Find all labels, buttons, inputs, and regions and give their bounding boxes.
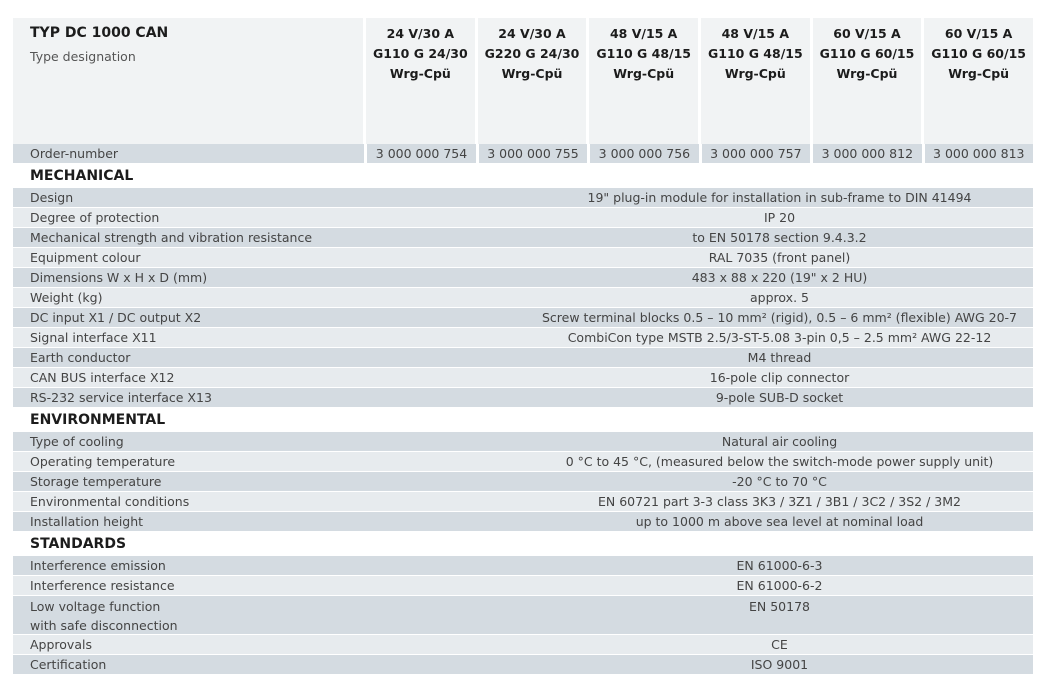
- mechanical-rows: [13, 187, 1033, 407]
- standards-rows: [13, 555, 1033, 674]
- variant-rating: 60 V/15 A: [833, 26, 901, 41]
- spec-value: CombiCon type MSTB 2.5/3-ST-5.08 3-pin 0,5 – 2.5 mm² AWG 22-12: [567, 330, 992, 345]
- spec-row: [13, 287, 1033, 307]
- header-label-cell: [13, 18, 363, 144]
- spec-value: M4 thread: [747, 350, 812, 365]
- variant-suffix: Wrg-Cpü: [389, 66, 451, 81]
- spec-value: 0 °C to 45 °C, (measured below the switch-mode power supply unit): [565, 454, 994, 469]
- section-title-mechanical: MECHANICAL: [13, 163, 1033, 187]
- spec-label: Equipment colour: [30, 250, 141, 265]
- variant-suffix: Wrg-Cpü: [836, 66, 898, 81]
- spec-label: Interference resistance: [30, 578, 175, 593]
- spec-row: [13, 187, 1033, 207]
- variant-rating: 48 V/15 A: [721, 26, 790, 41]
- spec-label: Certification: [30, 657, 107, 672]
- variant-rating: 24 V/30 A: [498, 26, 566, 41]
- spec-value: -20 °C to 70 °C: [732, 474, 827, 489]
- spec-value: 9-pole SUB-D socket: [715, 390, 844, 405]
- variant-suffix: Wrg-Cpü: [501, 66, 563, 81]
- header-block: [13, 18, 1033, 144]
- spec-value: 483 x 88 x 220 (19" x 2 HU): [691, 270, 868, 285]
- variant-model: G110 G 24/30: [373, 46, 468, 61]
- spec-value: IP 20: [763, 210, 796, 225]
- spec-row: [13, 327, 1033, 347]
- product-title: TYP DC 1000 CAN: [30, 25, 169, 41]
- spec-label: Weight (kg): [30, 290, 103, 305]
- spec-row: [13, 387, 1033, 407]
- spec-row: [13, 347, 1033, 367]
- spec-row: [13, 634, 1033, 654]
- variant-column: [813, 18, 922, 144]
- variant-column: [589, 18, 698, 144]
- spec-row: [13, 471, 1033, 491]
- spec-label: Dimensions W x H x D (mm): [30, 270, 208, 285]
- spec-row: [13, 307, 1033, 327]
- spec-value: up to 1000 m above sea level at nominal load: [635, 514, 924, 529]
- spec-row: [13, 654, 1033, 674]
- spec-row: [13, 555, 1033, 575]
- spec-value: EN 61000-6-3: [736, 558, 823, 573]
- spec-row: [13, 207, 1033, 227]
- spec-row: [13, 367, 1033, 387]
- order-number: 3 000 000 813: [925, 144, 1033, 163]
- spec-row: [13, 595, 1033, 634]
- order-number-row: [13, 144, 1033, 163]
- section-title-environmental: ENVIRONMENTAL: [13, 407, 1033, 431]
- spec-label: DC input X1 / DC output X2: [30, 310, 202, 325]
- spec-label-line: with safe disconnection: [30, 618, 178, 633]
- variant-suffix: Wrg-Cpü: [948, 66, 1010, 81]
- section-title-standards: STANDARDS: [13, 531, 1033, 555]
- spec-value: RAL 7035 (front panel): [708, 250, 851, 265]
- variant-rating: 60 V/15 A: [944, 26, 1013, 41]
- spec-label: Mechanical strength and vibration resistance: [30, 230, 313, 245]
- spec-label: Degree of protection: [30, 210, 160, 225]
- variant-column: [478, 18, 587, 144]
- spec-row: [13, 575, 1033, 595]
- spec-value: to EN 50178 section 9.4.3.2: [692, 230, 867, 245]
- spec-label: Design: [30, 190, 74, 205]
- order-number: 3 000 000 755: [479, 144, 587, 163]
- spec-row: [13, 227, 1033, 247]
- variant-column: [924, 18, 1033, 144]
- spec-label: Interference emission: [30, 558, 166, 573]
- variant-model: G220 G 24/30: [484, 46, 580, 61]
- spec-value: EN 50178: [749, 599, 810, 614]
- spec-value: approx. 5: [750, 290, 809, 305]
- order-number-label: Order-number: [13, 144, 364, 163]
- spec-label: Type of cooling: [30, 434, 124, 449]
- spec-row: [13, 451, 1033, 471]
- type-designation-label: Type designation: [30, 49, 136, 64]
- variant-suffix: Wrg-Cpü: [613, 66, 675, 81]
- environmental-rows: [13, 431, 1033, 531]
- variant-model: G110 G 60/15: [819, 46, 915, 61]
- spec-label: [13, 596, 406, 634]
- spec-label: Storage temperature: [30, 474, 162, 489]
- spec-value: EN 60721 part 3-3 class 3K3 / 3Z1 / 3B1 / 3C2 / 3S2 / 3M2: [598, 494, 961, 509]
- spec-value: 19" plug-in module for installation in sub-frame to DIN 41494: [587, 190, 972, 205]
- spec-label: Operating temperature: [30, 454, 176, 469]
- order-number: 3 000 000 757: [702, 144, 810, 163]
- spec-row: [13, 267, 1033, 287]
- order-number: 3 000 000 754: [367, 144, 475, 163]
- spec-value: ISO 9001: [750, 657, 809, 672]
- spec-label: Signal interface X11: [30, 330, 157, 345]
- spec-row: [13, 247, 1033, 267]
- spec-value: EN 61000-6-2: [736, 578, 823, 593]
- spec-label: Earth conductor: [30, 350, 131, 365]
- variant-column: [701, 18, 810, 144]
- spec-row: [13, 431, 1033, 451]
- spec-sheet: [13, 18, 1033, 674]
- spec-value: Natural air cooling: [721, 434, 838, 449]
- variant-model: G110 G 60/15: [931, 46, 1026, 61]
- spec-label: CAN BUS interface X12: [30, 370, 175, 385]
- variant-suffix: Wrg-Cpü: [724, 66, 786, 81]
- spec-label: Environmental conditions: [30, 494, 190, 509]
- spec-value: Screw terminal blocks 0.5 – 10 mm² (rigid), 0.5 – 6 mm² (flexible) AWG 20-7: [542, 310, 1017, 325]
- spec-value: CE: [771, 637, 788, 652]
- spec-label: Approvals: [30, 637, 92, 652]
- spec-label: RS-232 service interface X13: [30, 390, 212, 405]
- spec-row: [13, 511, 1033, 531]
- variant-model: G110 G 48/15: [707, 46, 803, 61]
- variant-rating: 48 V/15 A: [609, 26, 678, 41]
- order-number: 3 000 000 812: [813, 144, 921, 163]
- order-number: 3 000 000 756: [590, 144, 698, 163]
- spec-label-line: Low voltage function: [30, 599, 161, 614]
- spec-row: [13, 491, 1033, 511]
- variant-model: G110 G 48/15: [596, 46, 691, 61]
- spec-value: 16-pole clip connector: [709, 370, 850, 385]
- variant-column: [366, 18, 475, 144]
- variant-rating: 24 V/30 A: [386, 26, 455, 41]
- spec-label: Installation height: [30, 514, 144, 529]
